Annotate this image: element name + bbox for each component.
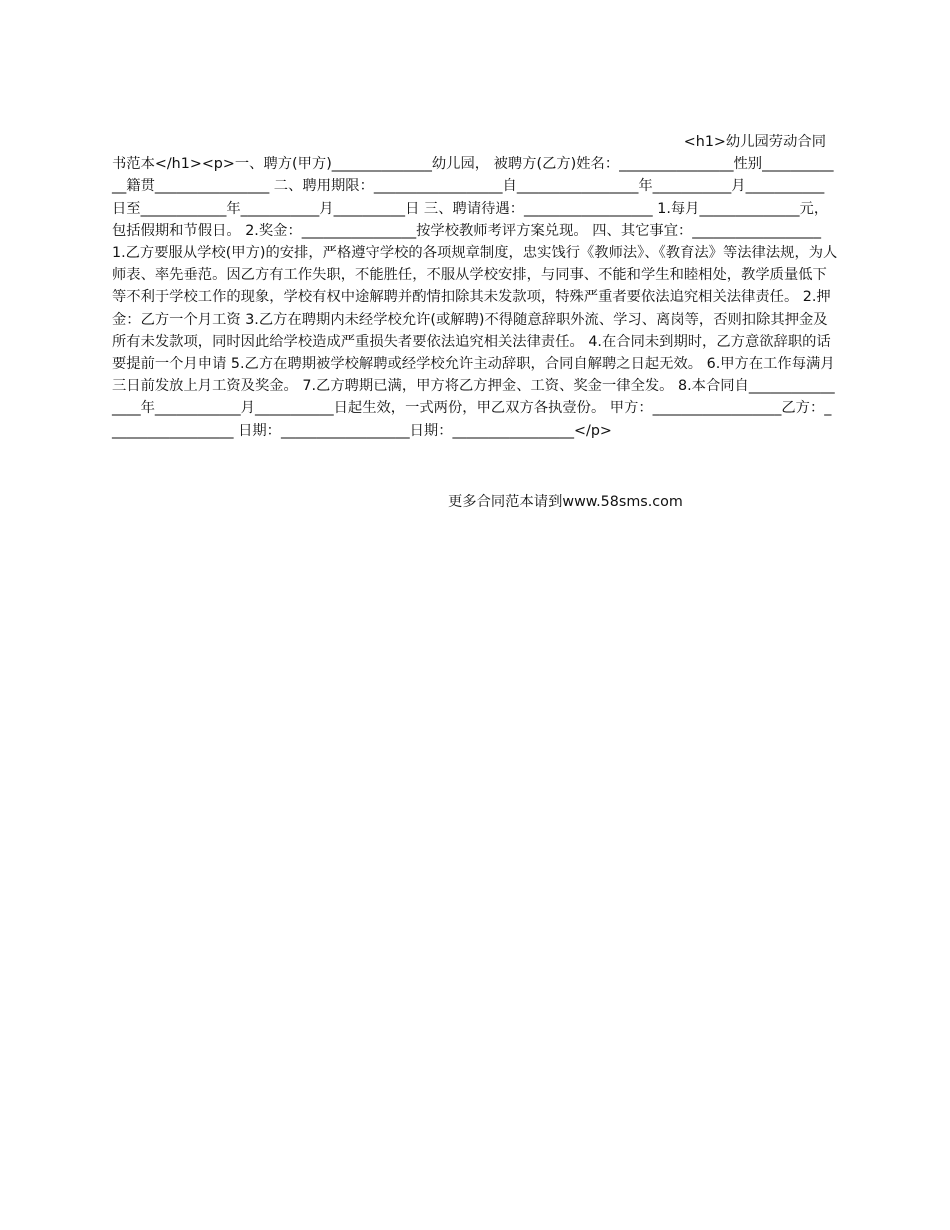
document-page bbox=[112, 131, 838, 442]
document-body: 书范本</h1><p>一、聘方(甲方)______________幼儿园， 被聘方(乙方)姓名：________________性别____________籍贯________________ 二、聘用期限：__________________自_________________年___________月___________日至____________年___________月__________日 三、聘请待遇：__________________ 1.每月______________元，包括假期和节假日。 2.奖金：________________按学校教师考评方案兑现。 四、其它事宜：__________________ 1.乙方要服从学校(甲方)的安排，严格遵守学校的各项规章制度，忠实饯行《教师法》、《教育法》等法律法规，为人师表、率先垂范。因乙方有工作失职，不能胜任，不服从学校安排，与同事、不能和学生和睦相处，教学质量低下等不利于学校工作的现象，学校有权中途解聘并酌情扣除其未发款项，特殊严重者要依法追究相关法律责任。 2.押金：乙方一个月工资 3.乙方在聘期内未经学校允许(或解聘)不得随意辞职外流、学习、离岗等，否则扣除其押金及所有未发款项，同时因此给学校造成严重损失者要依法追究相关法律责任。 4.在合同未到期时，乙方意欲辞职的话要提前一个月申请 5.乙方在聘期被学校解聘或经学校允许主动辞职，合同自解聘之日起无效。 6.甲方在工作每满月三日前发放上月工资及奖金。 7.乙方聘期已满，甲方将乙方押金、工资、奖金一律全发。 8.本合同自________________年____________月___________日起生效，一式两份，甲乙双方各执壹份。 甲方：__________________乙方：__________________ 日期：__________________日期：_________________</p> bbox=[112, 156, 838, 439]
footer-website-text: 更多合同范本请到www.58sms.com bbox=[448, 494, 683, 510]
document-title-line: <h1>幼儿园劳动合同 bbox=[683, 134, 826, 150]
